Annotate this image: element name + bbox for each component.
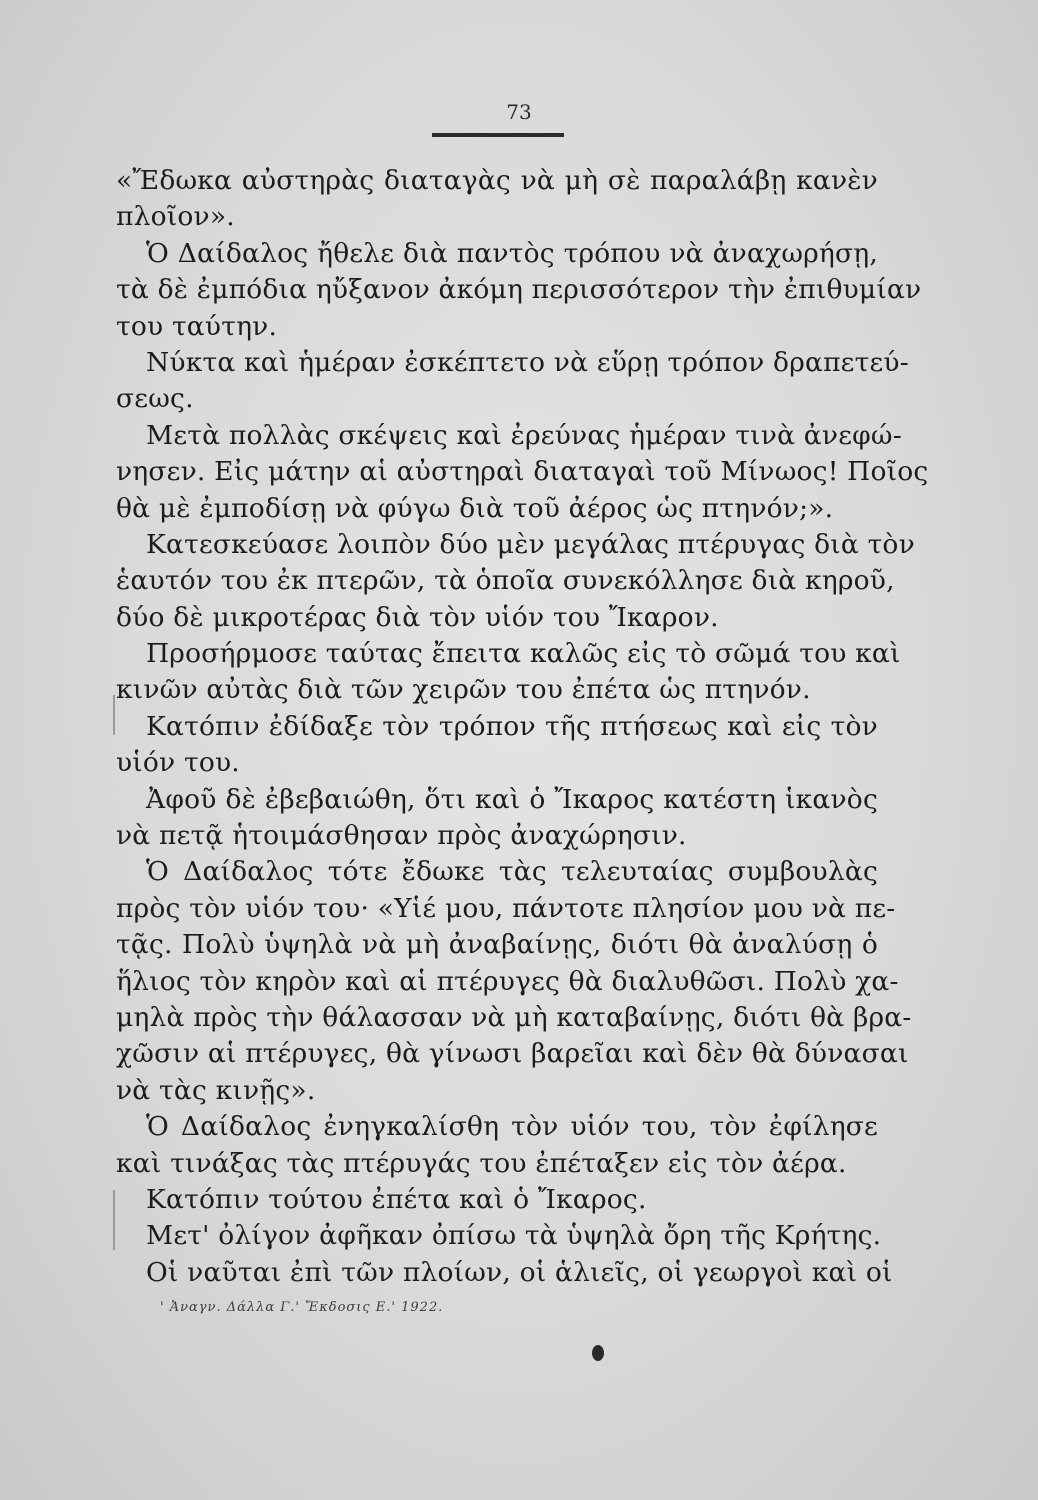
body-text	[116, 163, 929, 1291]
text-line: Οἱ ναῦται ἐπὶ τῶν πλοίων, οἱ ἁλιεῖς, οἱ γεωργοὶ καὶ οἱ	[146, 1256, 893, 1288]
printer-ornament	[592, 1345, 604, 1361]
text-line: Νύκτα καὶ ἡμέραν ἐσκέπτετο νὰ εὕρῃ τρόπον δραπετεύ-	[146, 346, 909, 378]
text-line: Προσήρμοσε ταύτας ἔπειτα καλῶς εἰς τὸ σῶμά του καὶ	[146, 638, 901, 670]
text-line: Μετ' ὀλίγον ἀφῆκαν ὀπίσω τὰ ὑψηλὰ ὄρη τῆς Κρήτης.	[146, 1220, 882, 1252]
text-line: ἥλιος τὸν κηρὸν καὶ αἱ πτέρυγες θὰ διαλυθῶσι. Πολὺ χα-	[116, 965, 899, 997]
text-line: νὰ τὰς κινῇς».	[116, 1074, 316, 1106]
margin-mark	[113, 695, 115, 735]
text-line: θὰ μὲ ἐμποδίσῃ νὰ φύγω διὰ τοῦ ἀέρος ὡς πτηνόν;».	[116, 492, 834, 524]
text-line: πρὸς τὸν υἱόν του· «Υἱέ μου, πάντοτε πλησίον μου νὰ πε-	[116, 892, 896, 924]
text-line: σεως.	[116, 383, 194, 415]
text-line: τὰ δὲ ἐμπόδια ηὔξανον ἀκόμη περισσότερον τὴν ἐπιθυμίαν	[116, 274, 922, 306]
text-line: Κατόπιν ἐδίδαξε τὸν τρόπον τῆς πτήσεως καὶ εἰς τὸν	[146, 710, 878, 742]
text-line: κινῶν αὐτὰς διὰ τῶν χειρῶν του ἐπέτα ὡς πτηνόν.	[116, 674, 811, 706]
text-line: Ὁ Δαίδαλος ἤθελε διὰ παντὸς τρόπου νὰ ἀναχωρήσῃ,	[146, 237, 878, 269]
text-line: καὶ τινάξας τὰς πτέρυγάς του ἐπέταξεν εἰς τὸν ἀέρα.	[116, 1147, 847, 1179]
footnote: ' Ἀναγν. Δάλλα Γ.' Ἔκδοσις Ε.' 1922.	[160, 1300, 444, 1315]
text-line: τᾷς. Πολὺ ὑψηλὰ νὰ μὴ ἀναβαίνῃς, διότι θὰ ἀναλύσῃ ὁ	[116, 929, 878, 961]
text-line: χῶσιν αἱ πτέρυγες, θὰ γίνωσι βαρεῖαι καὶ δὲν θὰ δύνασαι	[116, 1038, 909, 1070]
text-line: νὰ πετᾷ ἡτοιμάσθησαν πρὸς ἀναχώρησιν.	[116, 820, 687, 852]
text-line: Ὁ Δαίδαλος ἐνηγκαλίσθη τὸν υἱόν του, τὸν ἐφίλησε	[146, 1111, 878, 1143]
text-line: Ὁ Δαίδαλος τότε ἔδωκε τὰς τελευταίας συμβουλὰς	[146, 856, 878, 888]
text-line: Κατόπιν τούτου ἐπέτα καὶ ὁ Ἴκαρος.	[146, 1183, 647, 1215]
text-line: «Ἔδωκα αὐστηρὰς διαταγὰς νὰ μὴ σὲ παραλάβῃ κανὲν	[116, 165, 878, 196]
text-line: πλοῖον».	[116, 201, 235, 233]
text-line: δύο δὲ μικροτέρας διὰ τὸν υἱόν του Ἴκαρον.	[116, 601, 719, 633]
page-number: 73	[506, 100, 532, 124]
margin-mark	[113, 1190, 115, 1250]
text-line: ἑαυτόν του ἐκ πτερῶν, τὰ ὁποῖα συνεκόλλησε διὰ κηροῦ,	[116, 565, 895, 597]
text-line: του ταύτην.	[116, 310, 278, 342]
text-line: Ἀφοῦ δὲ ἐβεβαιώθη, ὅτι καὶ ὁ Ἴκαρος κατέστη ἱκανὸς	[146, 783, 878, 815]
text-line: υἱόν του.	[116, 747, 240, 779]
text-line: Κατεσκεύασε λοιπὸν δύο μὲν μεγάλας πτέρυγας διὰ τὸν	[146, 528, 915, 560]
page-number-rule	[432, 133, 564, 137]
text-line: μηλὰ πρὸς τὴν θάλασσαν νὰ μὴ καταβαίνῃς, διότι θὰ βρα-	[116, 1001, 912, 1033]
text-line: Μετὰ πολλὰς σκέψεις καὶ ἐρεύνας ἡμέραν τινὰ ἀνεφώ-	[146, 419, 902, 451]
text-line: νησεν. Εἰς μάτην αἱ αὐστηραὶ διαταγαὶ τοῦ Μίνωος! Ποῖος	[116, 456, 929, 488]
